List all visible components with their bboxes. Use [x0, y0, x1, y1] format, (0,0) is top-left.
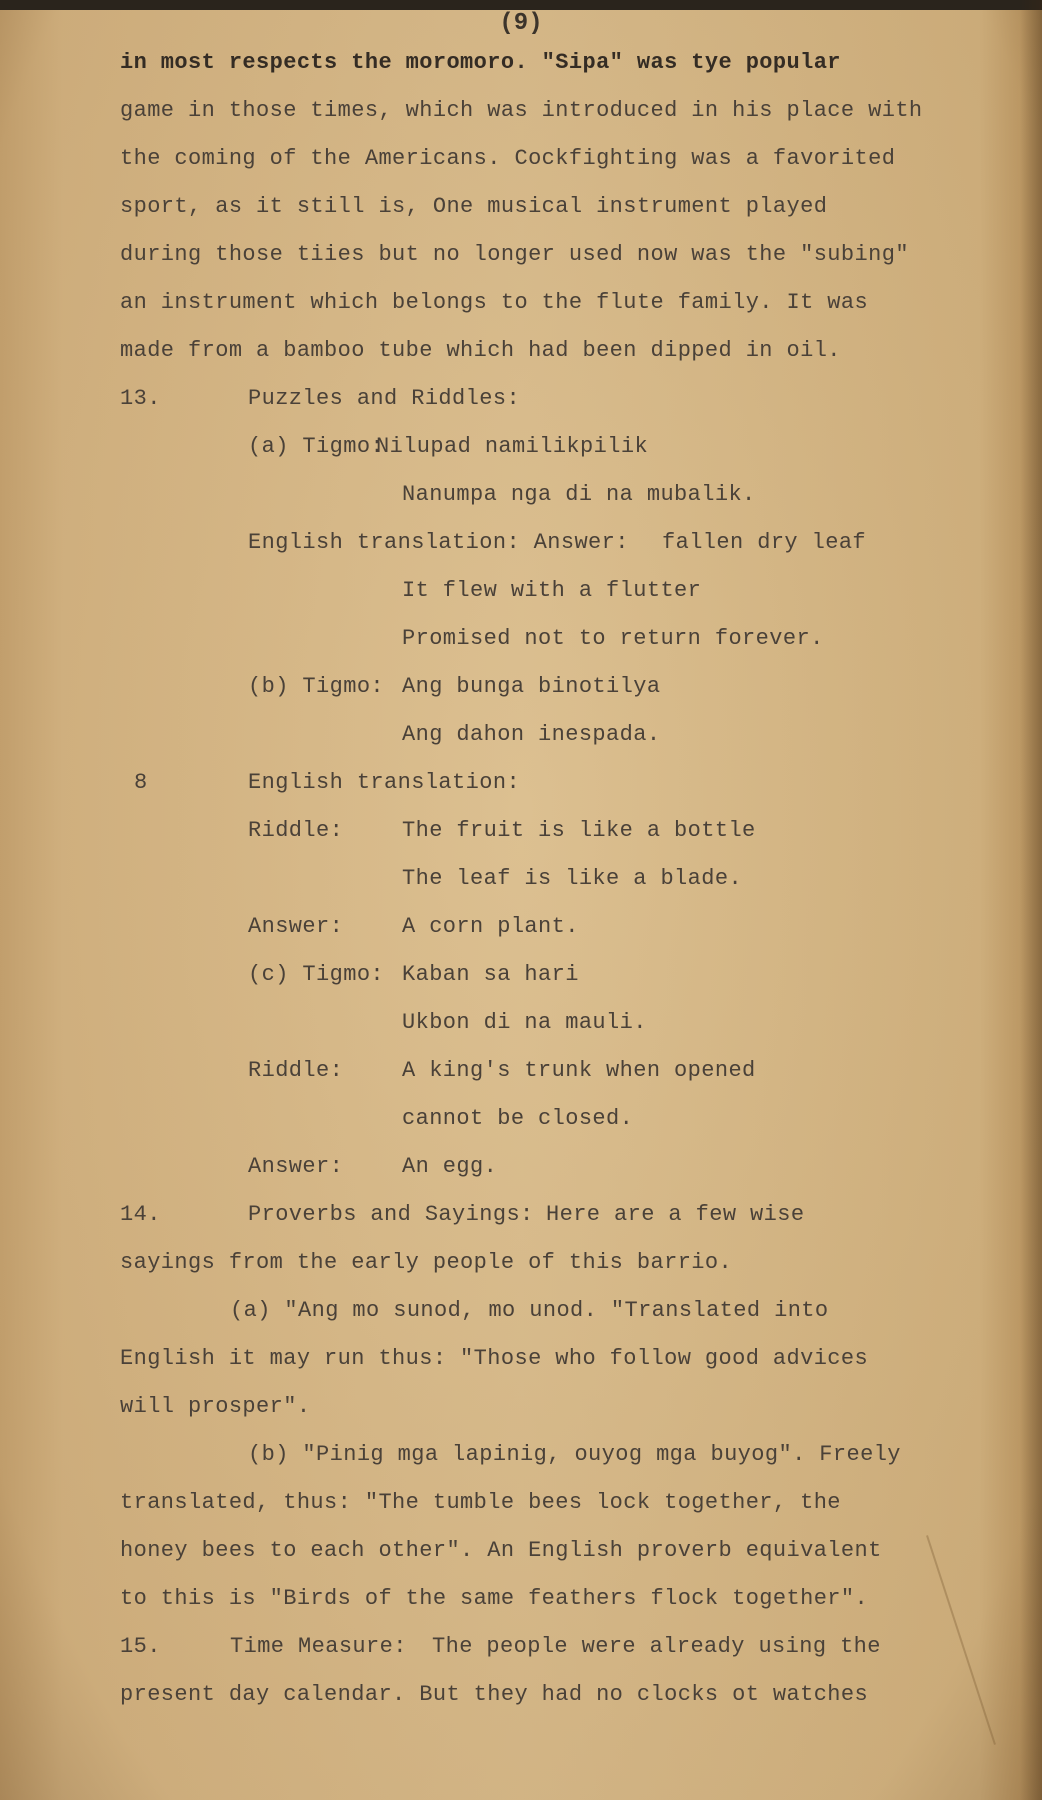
riddle-label: (c) Tigmo:: [248, 962, 385, 987]
section-number: 13.: [120, 386, 161, 411]
section-number: 14.: [120, 1202, 161, 1227]
text-line: to this is "Birds of the same feathers flock together".: [120, 1586, 869, 1611]
text-line: made from a bamboo tube which had been dipped in oil.: [120, 338, 841, 363]
text-line: present day calendar. But they had no clocks ot watches: [120, 1682, 869, 1707]
section-heading: Proverbs and Sayings:: [248, 1202, 534, 1227]
text-line: in most respects the moromoro. "Sipa" was tye popular: [120, 50, 841, 75]
text-line: an instrument which belongs to the flute family. It was: [120, 290, 869, 315]
text-line: The people were already using the: [432, 1634, 881, 1659]
translation-text: Promised not to return forever.: [402, 626, 824, 651]
riddle-text: Ang bunga binotilya: [402, 674, 661, 699]
riddle-text: Kaban sa hari: [402, 962, 579, 987]
section-heading: Puzzles and Riddles:: [248, 386, 521, 411]
text-line: sport, as it still is, One musical instrument played: [120, 194, 828, 219]
scan-top-border: [0, 0, 1042, 10]
riddle-text: Ukbon di na mauli.: [402, 1010, 647, 1035]
text-line: Here are a few wise: [546, 1202, 805, 1227]
text-line: game in those times, which was introduced in his place with: [120, 98, 923, 123]
margin-mark: 8: [134, 770, 148, 795]
riddle-text: The fruit is like a bottle: [402, 818, 756, 843]
riddle-text: Ang dahon inespada.: [402, 722, 661, 747]
text-line: honey bees to each other". An English proverb equivalent: [120, 1538, 882, 1563]
riddle-label: (b) Tigmo:: [248, 674, 385, 699]
page-shadow-edge: [1020, 0, 1042, 1800]
text-line: English it may run thus: "Those who follow good advices: [120, 1346, 869, 1371]
text-line: translated, thus: "The tumble bees lock together, the: [120, 1490, 841, 1515]
riddle-text: A king's trunk when opened: [402, 1058, 756, 1083]
answer-text: A corn plant.: [402, 914, 579, 939]
answer-label: Answer:: [248, 1154, 344, 1179]
riddle-label: Riddle:: [248, 818, 344, 843]
section-number: 15.: [120, 1634, 161, 1659]
text-line: sayings from the early people of this barrio.: [120, 1250, 733, 1275]
text-line: during those tiies but no longer used now was the "subing": [120, 242, 909, 267]
riddle-text: cannot be closed.: [402, 1106, 634, 1131]
answer-label: Answer:: [248, 914, 344, 939]
text-line: will prosper".: [120, 1394, 311, 1419]
translation-label: English translation:: [248, 770, 521, 795]
riddle-label: (a) Tigmo:: [248, 434, 385, 459]
riddle-text: The leaf is like a blade.: [402, 866, 743, 891]
riddle-text: Nanumpa nga di na mubalik.: [402, 482, 756, 507]
section-heading: Time Measure:: [230, 1634, 407, 1659]
translation-text: It flew with a flutter: [402, 578, 702, 603]
translation-label: English translation: Answer:: [248, 530, 629, 555]
text-line: (b) "Pinig mga lapinig, ouyog mga buyog". Freely: [248, 1442, 901, 1467]
answer-text: fallen dry leaf: [662, 530, 867, 555]
page-number: (9): [499, 10, 543, 37]
text-line: the coming of the Americans. Cockfighting was a favorited: [120, 146, 896, 171]
text-line: (a) "Ang mo sunod, mo unod. "Translated into: [230, 1298, 829, 1323]
riddle-label: Riddle:: [248, 1058, 344, 1083]
paper-crease: [926, 1535, 996, 1745]
answer-text: An egg.: [402, 1154, 498, 1179]
riddle-text: Nilupad namilikpilik: [376, 434, 649, 459]
